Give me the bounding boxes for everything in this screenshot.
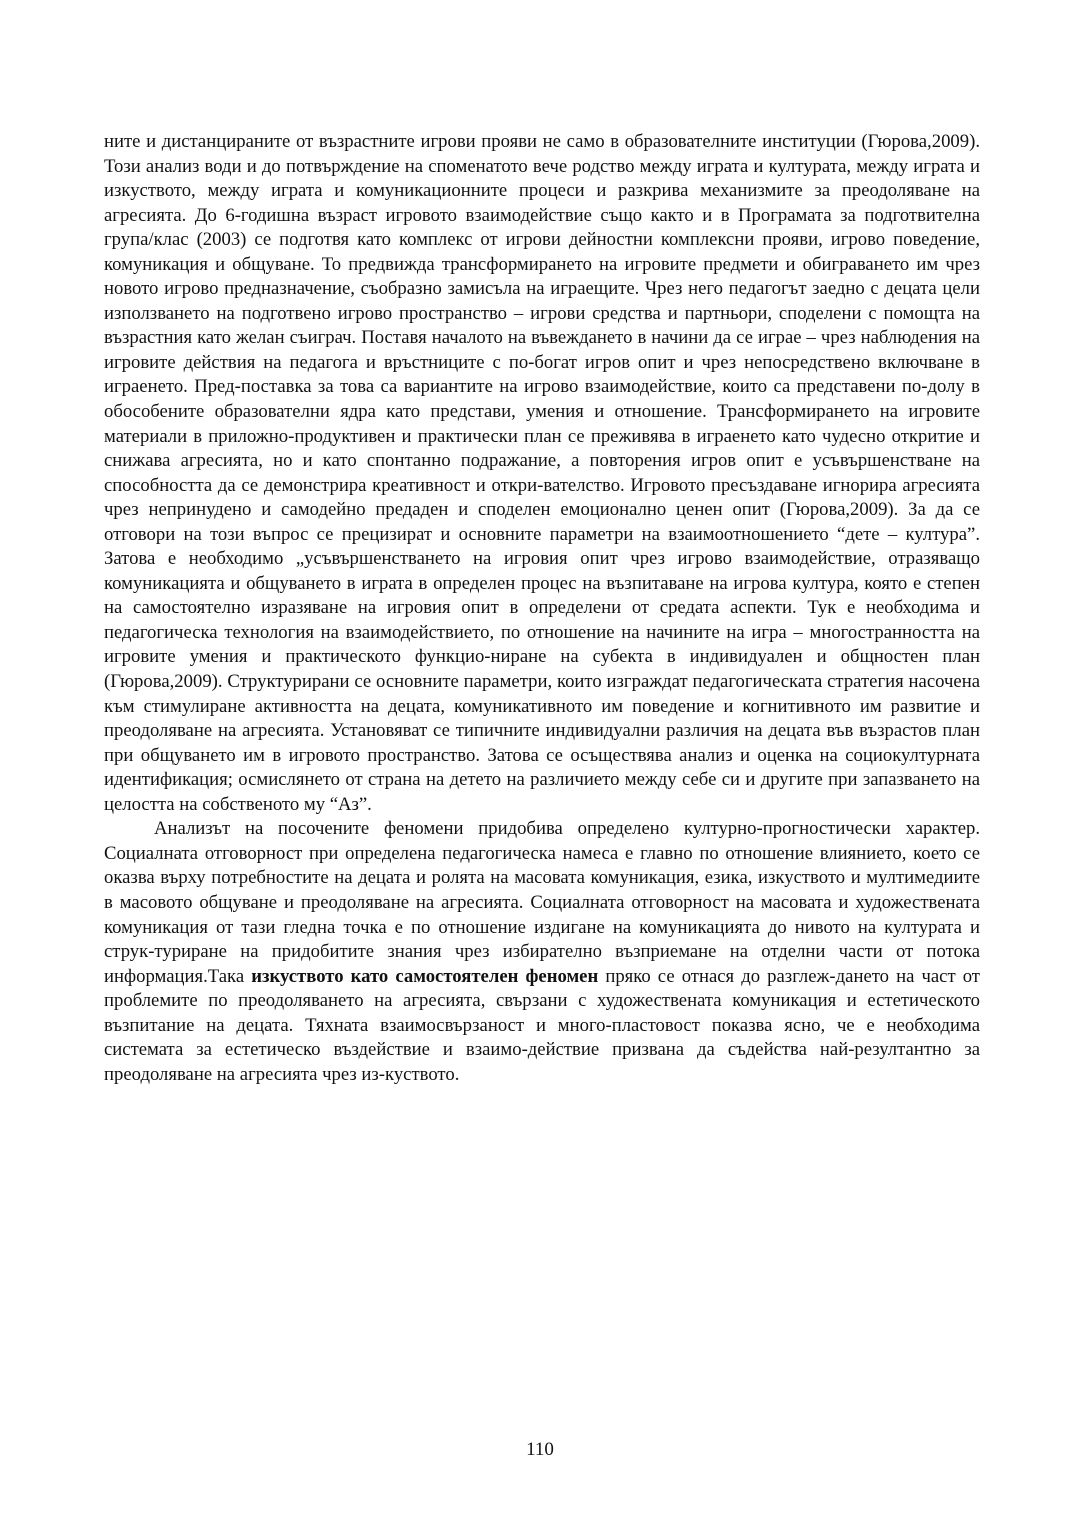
paragraph-2-bold-phrase: изкуството като самостоятелен феномен [251, 965, 599, 987]
page-number: 110 [526, 1439, 554, 1460]
paragraph-2 [104, 817, 980, 1087]
body-text [104, 130, 980, 1087]
paragraph-1: ните и дистанцираните от възрастните игрови прояви не само в образователните институции (Гюрова,2009). Този анализ води и до потвърждение на споменатото вече родство между играта и културата, между играта и изкуството, между играта и комуникационните процеси и разкрива механизмите за преодоляване на агресията. До 6-годишна възраст игровото взаимодействие също както и в Програмата за подготвителна група/клас (2003) се подготвя като комплекс от игрови дейностни комплексни прояви, игрово поведение, комуникация и общуване. То предвижда трансформирането на игровите предмети и обиграването им чрез новото игрово предназначение, съобразно замисъла на играещите. Чрез него педагогът заедно с децата цели използването на подготвено игрово пространство – игрови средства и партньори, споделени с помощта на възрастния като желан съиграч. Поставя началото на въвеждането в начини да се играе – чрез наблюдения на игровите действия на педагога и връстниците с по-богат игров опит и чрез непосредствено включване в играенето. Пред-поставка за това са вариантите на игрово взаимодействие, които са представени по-долу в обособените образователни ядра като представи, умения и отношение. Трансформирането на игровите материали в приложно-продуктивен и практически план се преживява в играенето като чудесно откритие и снижава агресията, но и като спонтанно подражание, а повторения игров опит е усъвършенстване на способността да се демонстрира креативност и откри-вателство. Игровото пресъздаване игнорира агресията чрез непринудено и самодейно предаден и споделен емоционално ценен опит (Гюрова,2009). За да се отговори на този въпрос се прецизират и основните параметри на взаимоотношението “дете – култура”. Затова е необходимо „усъвършенстването на игровия опит чрез игрово взаимодействие, отразяващо комуникацията и общуването в играта в определен процес на възпитаване на игрова култура, която е степен на самостоятелно изразяване на игровия опит в определени от средата аспекти. Тук е необходима и педагогическа технология на взаимодействието, по отношение на начините на игра – многостранността на игровите умения и практическото функцио-ниране на субекта в индивидуален и общностен план (Гюрова,2009). Структурирани се основните параметри, които изграждат педагогическата стратегия насочена към стимулиране активността на децата, комуникативното им поведение и когнитивното им развитие и преодоляване на агресията. Установяват се типичните индивидуални различия на децата във възрастов план при общуването им в игровото пространство. Затова се осъществява анализ и оценка на социокултурната идентификация; осмислянето от страна на детето на различието между себе си и другите при запазването на целостта на собственото му “Аз”. [104, 131, 980, 815]
paragraph-2-text-start: Анализът на посочените феномени придобива определено културно-прогностически характер. Социалната отговорност при определена педагогическа намеса е главно по отношение влиянието, което се оказва върху потребностите на децата и ролята на масовата комуникация, езика, изкуството и мултимедиите в масовото общуване и преодоляване на агресията. Социалната отговорност на масовата и художествената комуникация от тази гледна точка е по отношение издигане на комуникацията до нивото на културата и струк-туриране на придобитите знания чрез избирателно възприемане на отделни части от потока информация.Така [104, 818, 980, 987]
paragraph-2-text-end: пряко се отнася до разглеж-дането на част от проблемите по преодоляването на агресията, свързани с художествената комуникация и естетическото възпитание на децата. Тяхната взаимосвързаност и много-пластовост показва ясно, че е необходима системата за естетическо въздействие и взаимо-действие призвана да съдейства най-резултантно за преодоляване на агресията чрез из-куството. [104, 965, 980, 1085]
